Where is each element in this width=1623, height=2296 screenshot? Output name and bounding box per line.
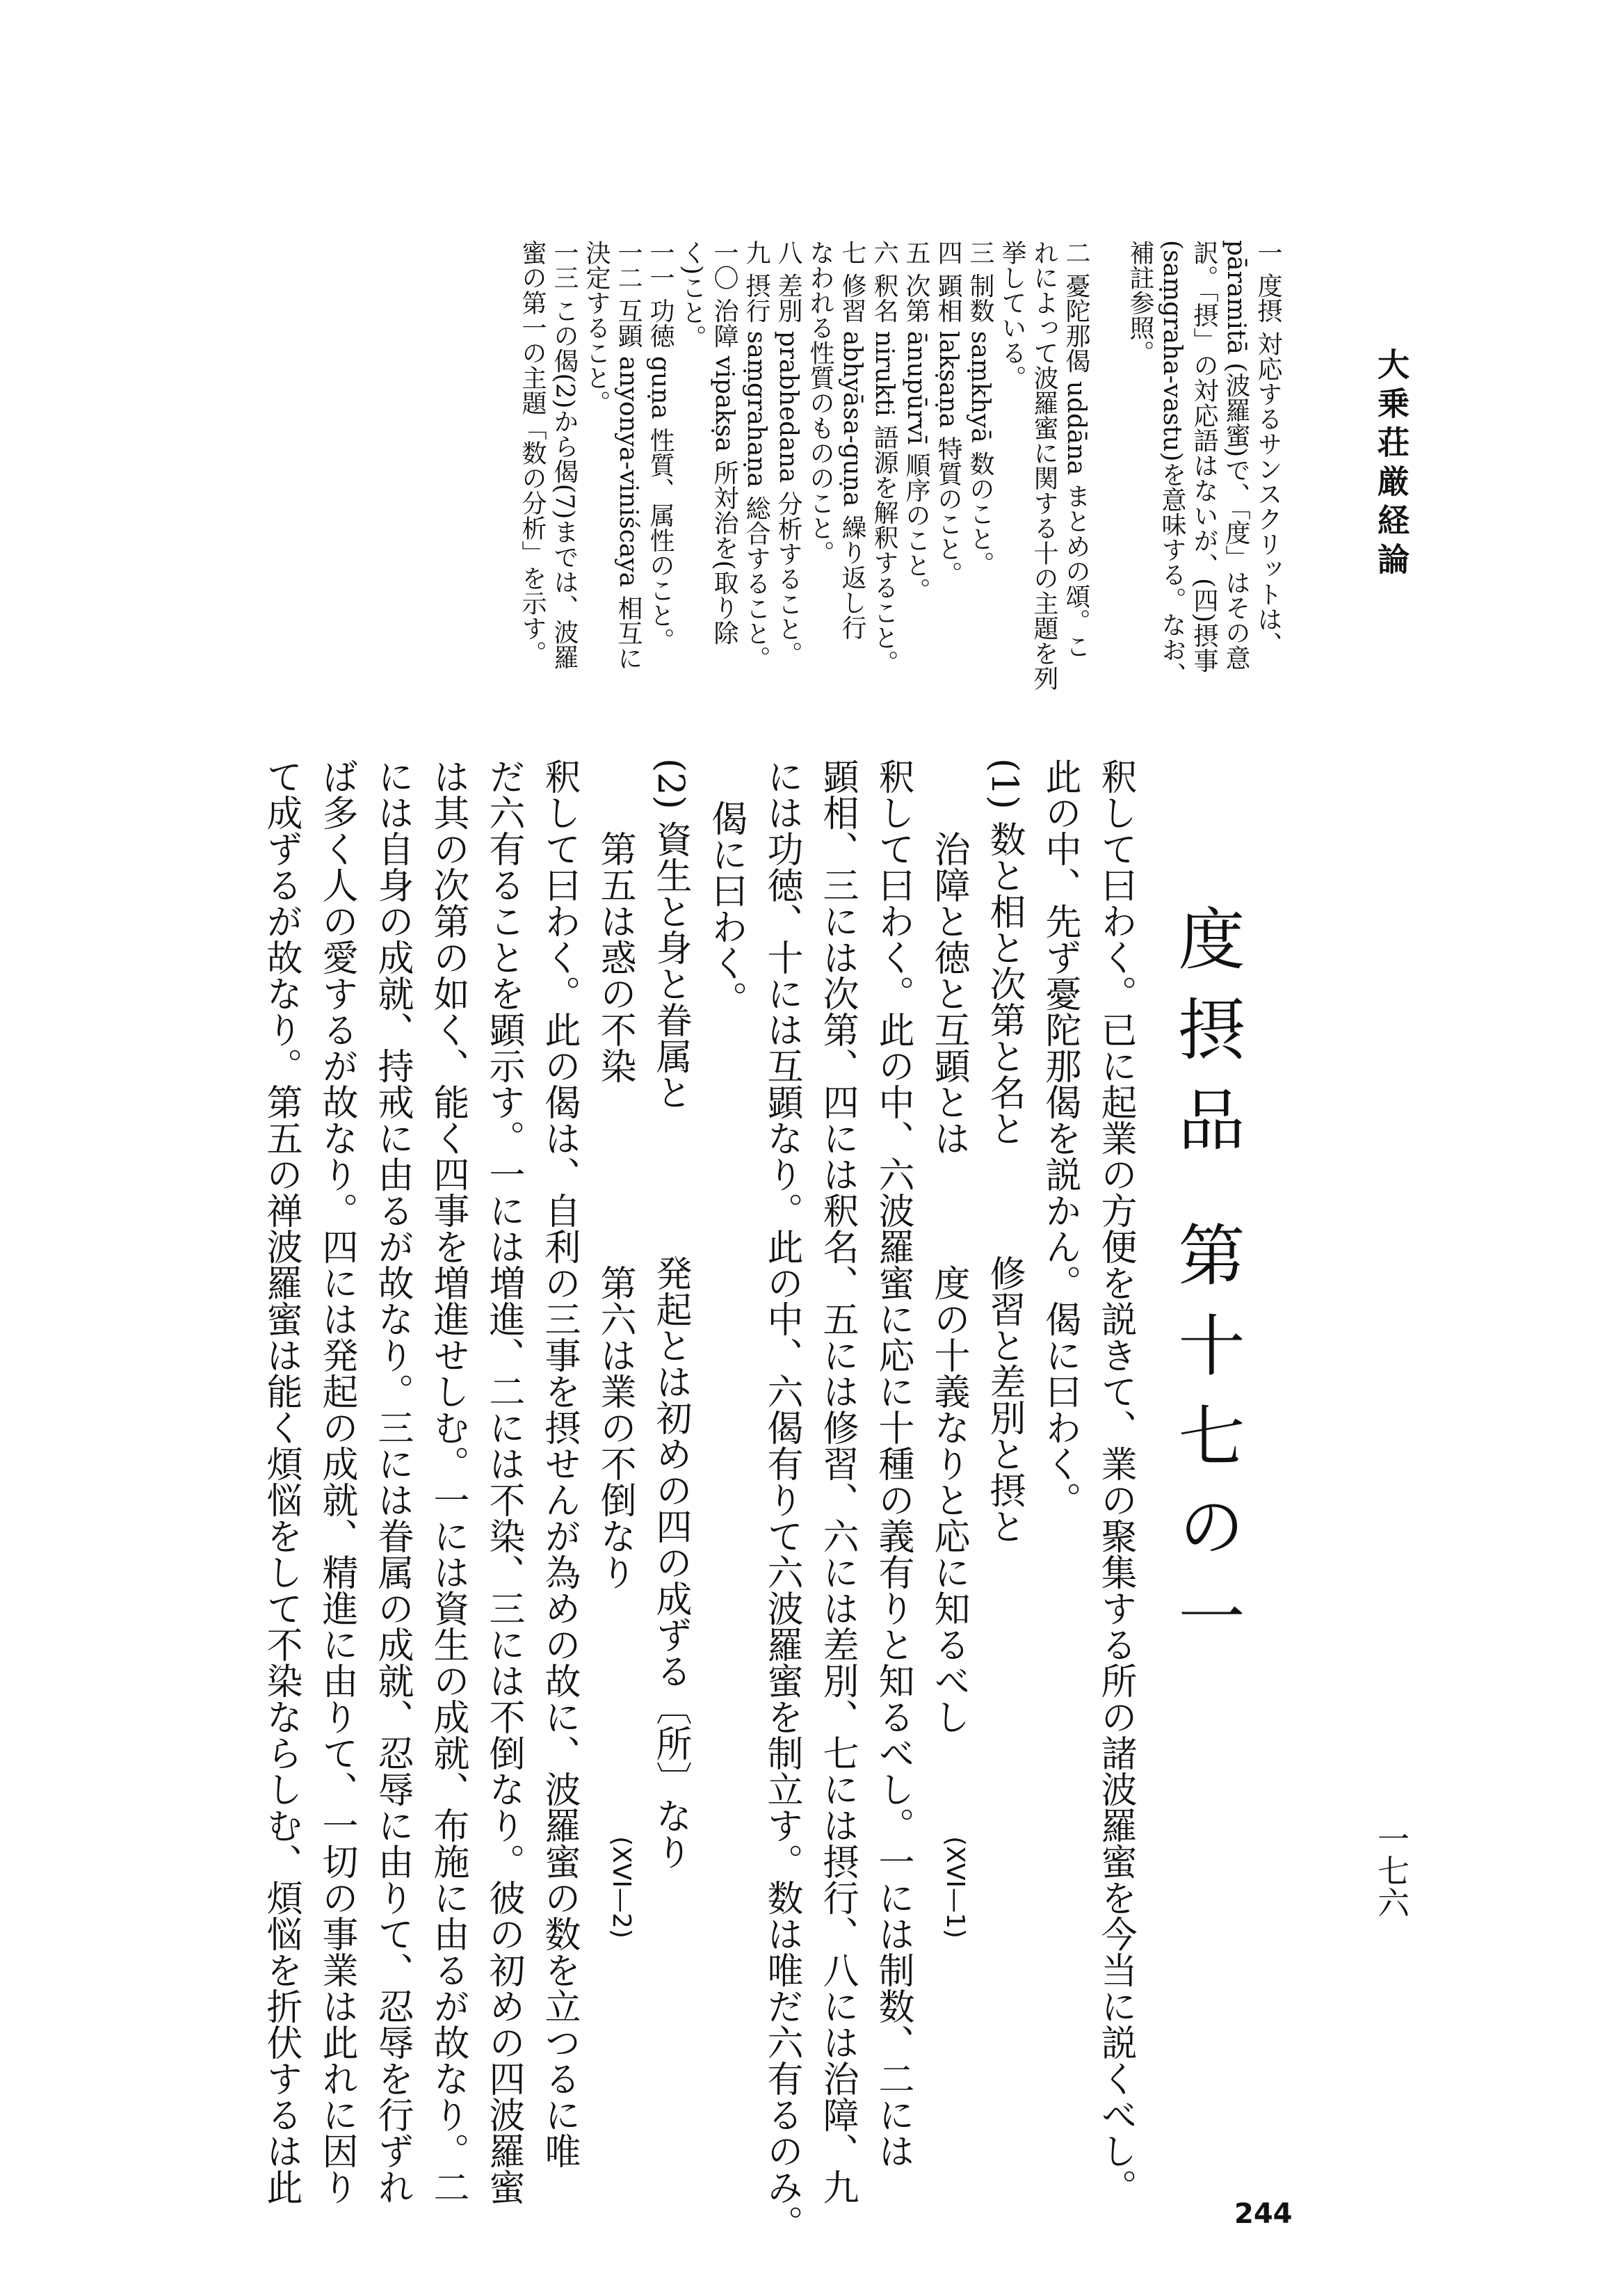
verse-line: (2) 資生と身と眷属と 発起とは初めの四の成ずる〔所〕なり bbox=[649, 758, 691, 1870]
main-text-line: 釈して曰わく。此の中、六波羅蜜に応に十種の義有りと知るべし。一には制数、二には bbox=[872, 758, 914, 2169]
verse-line: (1) 数と相と次第と名と 修習と差別と摂と bbox=[983, 758, 1025, 1545]
note-line: 二 憂陀那偈 uddāna まとめの頌。こ bbox=[1062, 240, 1090, 659]
main-text-line: には自身の成就、持戒に由るが故なり。三には眷属の成就、忍辱に由りて、忍辱を行ずれ bbox=[371, 758, 413, 2205]
main-text-line: には功徳、十には互顕なり。此の中、六偈有りて六波羅蜜を制立す。数は唯だ六有るのみ。 bbox=[761, 758, 802, 2241]
note-line: く)こと。 bbox=[678, 240, 706, 351]
note-line: 一三 この偈(2)から偈(7)までは、波羅 bbox=[550, 240, 579, 670]
main-text-line: 釈して曰わく。已に起業の方便を説きて、業の聚集する所の諸波羅蜜を今当に説くべし。 bbox=[1095, 758, 1136, 2205]
page-kanji-number: 一七六 bbox=[1373, 1822, 1410, 1918]
note-line: 七 修習 abhyāsa-guṇa 繰り返し行 bbox=[838, 240, 866, 640]
verse-reference: (XVI—1) bbox=[941, 1836, 969, 1938]
note-line: 一 度摂 対応するサンスクリットは、 bbox=[1254, 240, 1282, 657]
note-line: なわれる性質のもののこと。 bbox=[806, 240, 834, 565]
main-text-line: 釈して曰わく。此の偈は、自利の三事を摂せんが為めの故に、波羅蜜の数を立つるに唯 bbox=[538, 758, 580, 2169]
note-line: 九 摂行 saṃgrahaṇa 総合すること。 bbox=[742, 240, 770, 671]
page-number: 244 bbox=[1234, 2198, 1293, 2230]
note-line: 挙している。 bbox=[998, 240, 1026, 390]
note-line: 一一 功徳 guṇa 性質、属性のこと。 bbox=[646, 240, 675, 653]
main-text-line: 偈に曰わく。 bbox=[705, 800, 747, 1017]
main-text-line: は其の次第の如く、能く四事を増進せしむ。一には資生の成就、布施に由るが故なり。二 bbox=[427, 758, 469, 2205]
note-line: pāramitā (波羅蜜)で、「度」はその意 bbox=[1222, 240, 1250, 671]
verse-line: 治障と徳と互顕とは 度の十義なりと応に知るべし bbox=[928, 758, 969, 1735]
note-line: 八 差別 prabhedana 分析すること。 bbox=[774, 240, 802, 666]
note-line: 四 顕相 lakṣaṇa 特質のこと。 bbox=[934, 240, 962, 586]
note-line: れによって波羅蜜に関する十の主題を列 bbox=[1030, 240, 1058, 691]
verse-reference: (XVI—2) bbox=[607, 1836, 636, 1938]
note-line: 一〇 治障 vipakṣa 所対治を(取り除 bbox=[710, 240, 738, 645]
chapter-title: 度摂品 第十七の一 bbox=[1168, 904, 1245, 1673]
note-line: 六 釈名 nirukti 語源を解釈すること。 bbox=[870, 240, 898, 675]
note-line: 一二 互顕 anyonya-viniścaya 相互に bbox=[614, 240, 643, 671]
note-line: 三 制数 saṃkhyā 数のこと。 bbox=[966, 240, 994, 577]
note-line: 訳。「摂」の対応語はないが、(四)摂事 bbox=[1190, 240, 1218, 673]
note-line: 五 次第 ānupūrvī 順序のこと。 bbox=[902, 240, 930, 603]
note-line: 補註参照。 bbox=[1126, 240, 1154, 365]
main-text-line: 此の中、先ず憂陀那偈を説かん。偈に曰わく。 bbox=[1039, 758, 1081, 1518]
verse-line: 第五は惑の不染 第六は業の不倒なり bbox=[594, 758, 636, 1590]
running-title: 大乗荘厳経論 bbox=[1373, 348, 1410, 581]
note-line: 決定すること。 bbox=[582, 240, 611, 415]
main-text-line: 顕相、三には次第、四には釈名、五には修習、六には差別、七には摂行、八には治障、九 bbox=[816, 758, 858, 2205]
main-text-line: だ六有ることを顕示す。一には増進、二には不染、三には不倒なり。彼の初めの四波羅蜜 bbox=[483, 758, 524, 2205]
main-text-line: ば多く人の愛するが故なり。四には発起の成就、精進に由りて、一切の事業は此れに因り bbox=[316, 758, 357, 2205]
note-line: (saṃgraha-vastu)を意味する。なお、 bbox=[1158, 240, 1186, 687]
note-line: 蜜の第一の主題「数の分析」を示す。 bbox=[518, 240, 547, 666]
main-text-line: て成ずるが故なり。第五の禅波羅蜜は能く煩悩をして不染ならしむ、煩悩を折伏するは此 bbox=[260, 758, 302, 2205]
